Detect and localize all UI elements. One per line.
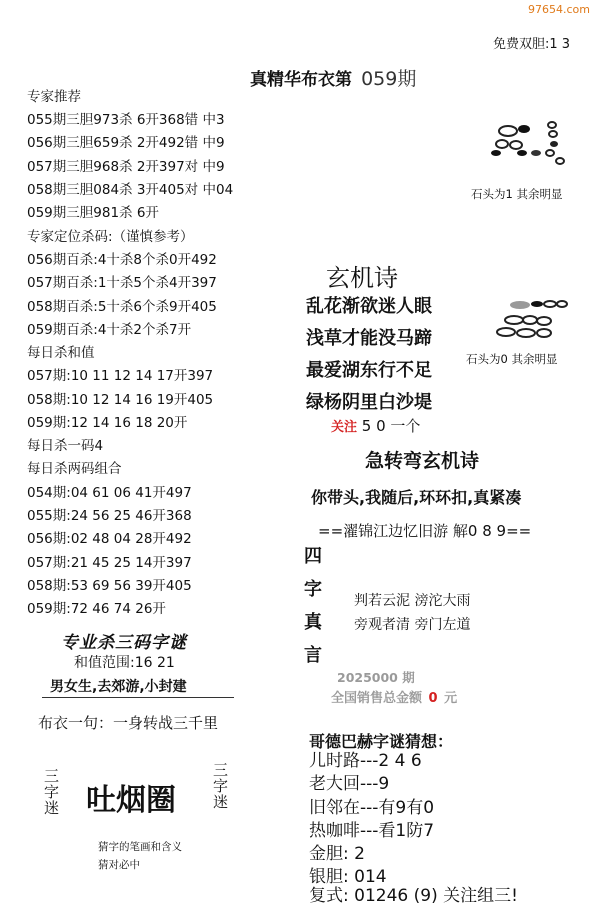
sales-label: 全国销售总金额 bbox=[331, 691, 423, 706]
daily-two-line: 054期:04 61 06 41开497 bbox=[27, 485, 192, 501]
expert-line: 055期三胆973杀 6开368错 中3 bbox=[27, 112, 225, 128]
turn-title: 急转弯玄机诗 bbox=[365, 450, 480, 472]
four-row: 判若云泥 滂沱大雨 bbox=[354, 593, 471, 609]
four-row: 旁观者清 旁门左道 bbox=[354, 617, 471, 633]
four-vertical-char: 四 bbox=[304, 546, 322, 567]
riddle3-phrase: 男女生,去郊游,小封建 bbox=[50, 679, 187, 695]
pebble-figure-one-icon bbox=[488, 117, 578, 179]
pebble-figure-one bbox=[488, 117, 578, 179]
poem-line: 绿杨阴里白沙堤 bbox=[306, 392, 432, 413]
poem-line: 乱花渐欲迷人眼 bbox=[306, 296, 432, 317]
expert-line: 059期三胆981杀 6开 bbox=[27, 205, 159, 221]
goldbach-line: 旧邻在---有9有0 bbox=[309, 798, 435, 818]
riddle3-underline bbox=[42, 697, 234, 698]
pebble-figure-zero-icon bbox=[492, 298, 572, 340]
stone-caption-zero: 石头为0 其余明显 bbox=[466, 352, 558, 366]
pebble-figure-zero bbox=[492, 298, 572, 340]
daily-two-line: 058期:53 69 56 39开405 bbox=[27, 578, 192, 594]
daily-two-line: 056期:02 48 04 28开492 bbox=[27, 531, 192, 547]
daily-sum-header: 每日杀和值 bbox=[27, 345, 95, 361]
title-main: 真精华布衣第 bbox=[250, 70, 352, 90]
free-double: 免费双胆:1 3 bbox=[493, 37, 571, 52]
site-watermark: 97654.com bbox=[528, 3, 590, 16]
goldbach-title: 哥德巴赫字谜猜想： bbox=[309, 732, 454, 751]
position-kill-header: 专家定位杀码:（谨慎参考） bbox=[27, 229, 194, 245]
four-vertical-char: 言 bbox=[304, 645, 322, 666]
expert-header: 专家推荐 bbox=[27, 89, 81, 105]
goldbach-line: 金胆: 2 bbox=[309, 844, 365, 864]
poem-line: 最爱湖东行不足 bbox=[306, 360, 432, 381]
riddle-tag-left: 三字迷 bbox=[42, 768, 60, 816]
daily-sum-line: 059期:12 14 16 18 20开 bbox=[27, 415, 188, 431]
riddle3-title: 专业杀三码字谜 bbox=[61, 633, 187, 653]
expert-line: 056期三胆659杀 2开492错 中9 bbox=[27, 135, 225, 151]
sales-unit: 元 bbox=[444, 691, 458, 706]
sales-total bbox=[331, 687, 457, 706]
four-vertical-char: 真 bbox=[304, 612, 322, 633]
position-kill-line: 059期百杀:4十杀2个杀7开 bbox=[27, 322, 192, 338]
expert-line: 057期三胆968杀 2开397对 中9 bbox=[27, 159, 225, 175]
poem-follow bbox=[331, 415, 420, 436]
sales-issue: 2025000 期 bbox=[337, 670, 415, 685]
riddle3-range: 和值范围:16 21 bbox=[74, 655, 175, 671]
stone-caption-one: 石头为1 其余明显 bbox=[471, 187, 563, 201]
daily-sum-line: 057期:10 11 12 14 17开397 bbox=[27, 368, 214, 384]
poem-follow-suffix: 5 0 一个 bbox=[361, 417, 421, 435]
buyi-sentence: 布衣一句：一身转战三千里 bbox=[38, 714, 219, 732]
daily-two-header: 每日杀两码组合 bbox=[27, 461, 122, 477]
daily-one: 每日杀一码4 bbox=[27, 438, 104, 454]
riddle-hint: 猜对必中 bbox=[98, 859, 140, 871]
riddle-hint: 猜字的笔画和含义 bbox=[98, 841, 182, 853]
poem-follow-prefix: 关注 bbox=[331, 420, 358, 435]
turn-answer: ==濯锦江边忆旧游 解0 8 9== bbox=[318, 522, 532, 540]
daily-sum-line: 058期:10 12 14 16 19开405 bbox=[27, 392, 214, 408]
riddle-word: 吐烟圈 bbox=[86, 783, 176, 818]
riddle-tag-right: 三字迷 bbox=[211, 762, 229, 810]
turn-line: 你带头,我随后,环环扣,真紧凑 bbox=[311, 488, 522, 507]
daily-two-line: 055期:24 56 25 46开368 bbox=[27, 508, 192, 524]
goldbach-line: 老大回---9 bbox=[309, 774, 390, 794]
position-kill-line: 056期百杀:4十杀8个杀0开492 bbox=[27, 252, 217, 268]
daily-two-line: 059期:72 46 74 26开 bbox=[27, 601, 166, 617]
goldbach-line: 热咖啡---看1防7 bbox=[309, 821, 435, 841]
expert-line: 058期三胆084杀 3开405对 中04 bbox=[27, 182, 234, 198]
page-title bbox=[250, 64, 416, 91]
position-kill-line: 058期百杀:5十杀6个杀9开405 bbox=[27, 299, 217, 315]
poem-title: 玄机诗 bbox=[326, 264, 398, 292]
poem-line: 浅草才能没马蹄 bbox=[306, 328, 432, 349]
goldbach-line: 复式: 01246 (9) 关注组三! bbox=[309, 886, 518, 906]
title-issue: 059期 bbox=[361, 68, 417, 90]
daily-two-line: 057期:21 45 25 14开397 bbox=[27, 555, 192, 571]
position-kill-line: 057期百杀:1十杀5个杀4开397 bbox=[27, 275, 217, 291]
goldbach-line: 儿时路---2 4 6 bbox=[309, 751, 422, 771]
sales-amount: 0 bbox=[428, 691, 438, 706]
four-vertical-char: 字 bbox=[304, 579, 322, 600]
goldbach-line: 银胆: 014 bbox=[309, 867, 387, 887]
